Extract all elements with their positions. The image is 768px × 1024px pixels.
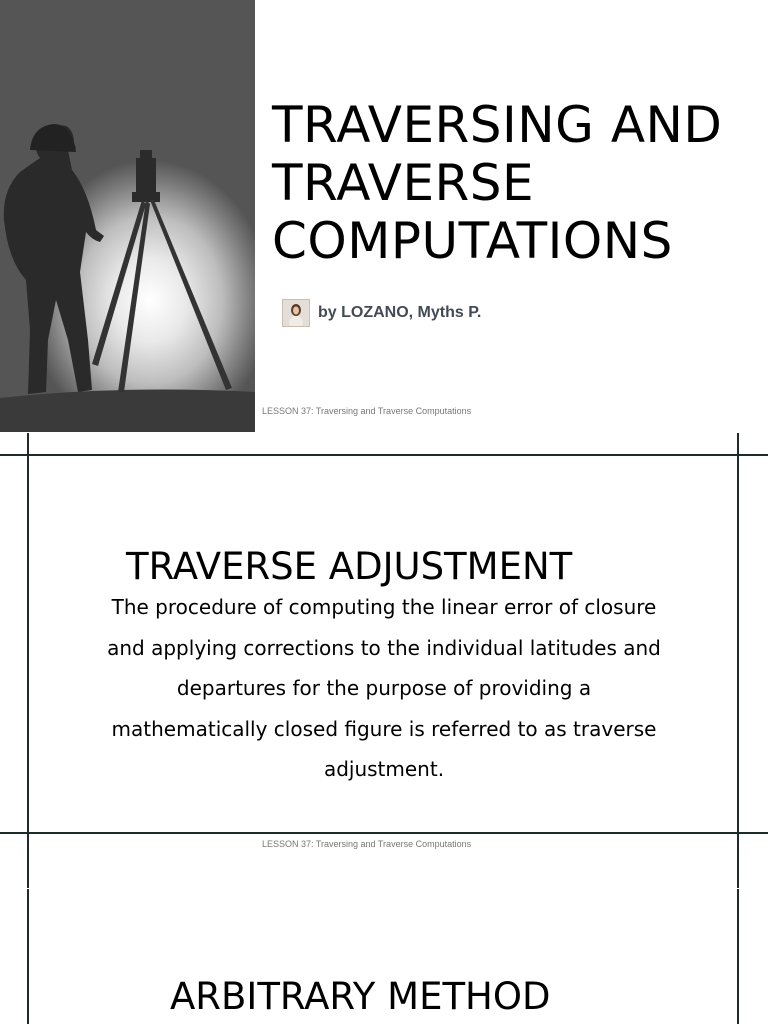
title-slide xyxy=(0,0,768,432)
body-line: and applying corrections to the individual latitudes and xyxy=(107,635,661,660)
author-byline xyxy=(282,299,481,327)
frame-line-right xyxy=(737,889,739,1024)
slide-heading: TRAVERSE ADJUSTMENT xyxy=(126,545,573,588)
slide-body xyxy=(60,587,708,790)
author-name: by LOZANO, Myths P. xyxy=(318,304,482,321)
presentation-title xyxy=(272,96,762,270)
title-line: TRAVERSE xyxy=(272,154,535,212)
surveyor-silhouette-icon xyxy=(0,0,255,432)
body-line: mathematically closed figure is referred to as traverse xyxy=(111,716,657,741)
body-line: adjustment. xyxy=(323,757,445,781)
slide-heading: ARBITRARY METHOD xyxy=(170,975,551,1018)
content-slide xyxy=(0,433,768,888)
content-slide xyxy=(0,889,768,1024)
slide-footer: LESSON 37: Traversing and Traverse Computations xyxy=(262,839,472,849)
body-line: The procedure of computing the linear error of closure xyxy=(111,595,657,619)
frame-line-top xyxy=(0,454,768,456)
avatar xyxy=(282,299,310,327)
surveyor-photo xyxy=(0,0,255,432)
body-line: departures for the purpose of providing a xyxy=(176,676,592,700)
person-icon xyxy=(283,300,309,326)
slide-footer: LESSON 37: Traversing and Traverse Computations xyxy=(262,406,472,416)
frame-line-bottom xyxy=(0,832,768,834)
frame-line-right xyxy=(737,433,739,888)
frame-line-left xyxy=(27,889,29,1024)
title-line: COMPUTATIONS xyxy=(272,212,673,270)
frame-line-left xyxy=(27,433,29,888)
title-line: TRAVERSING AND xyxy=(272,96,723,154)
